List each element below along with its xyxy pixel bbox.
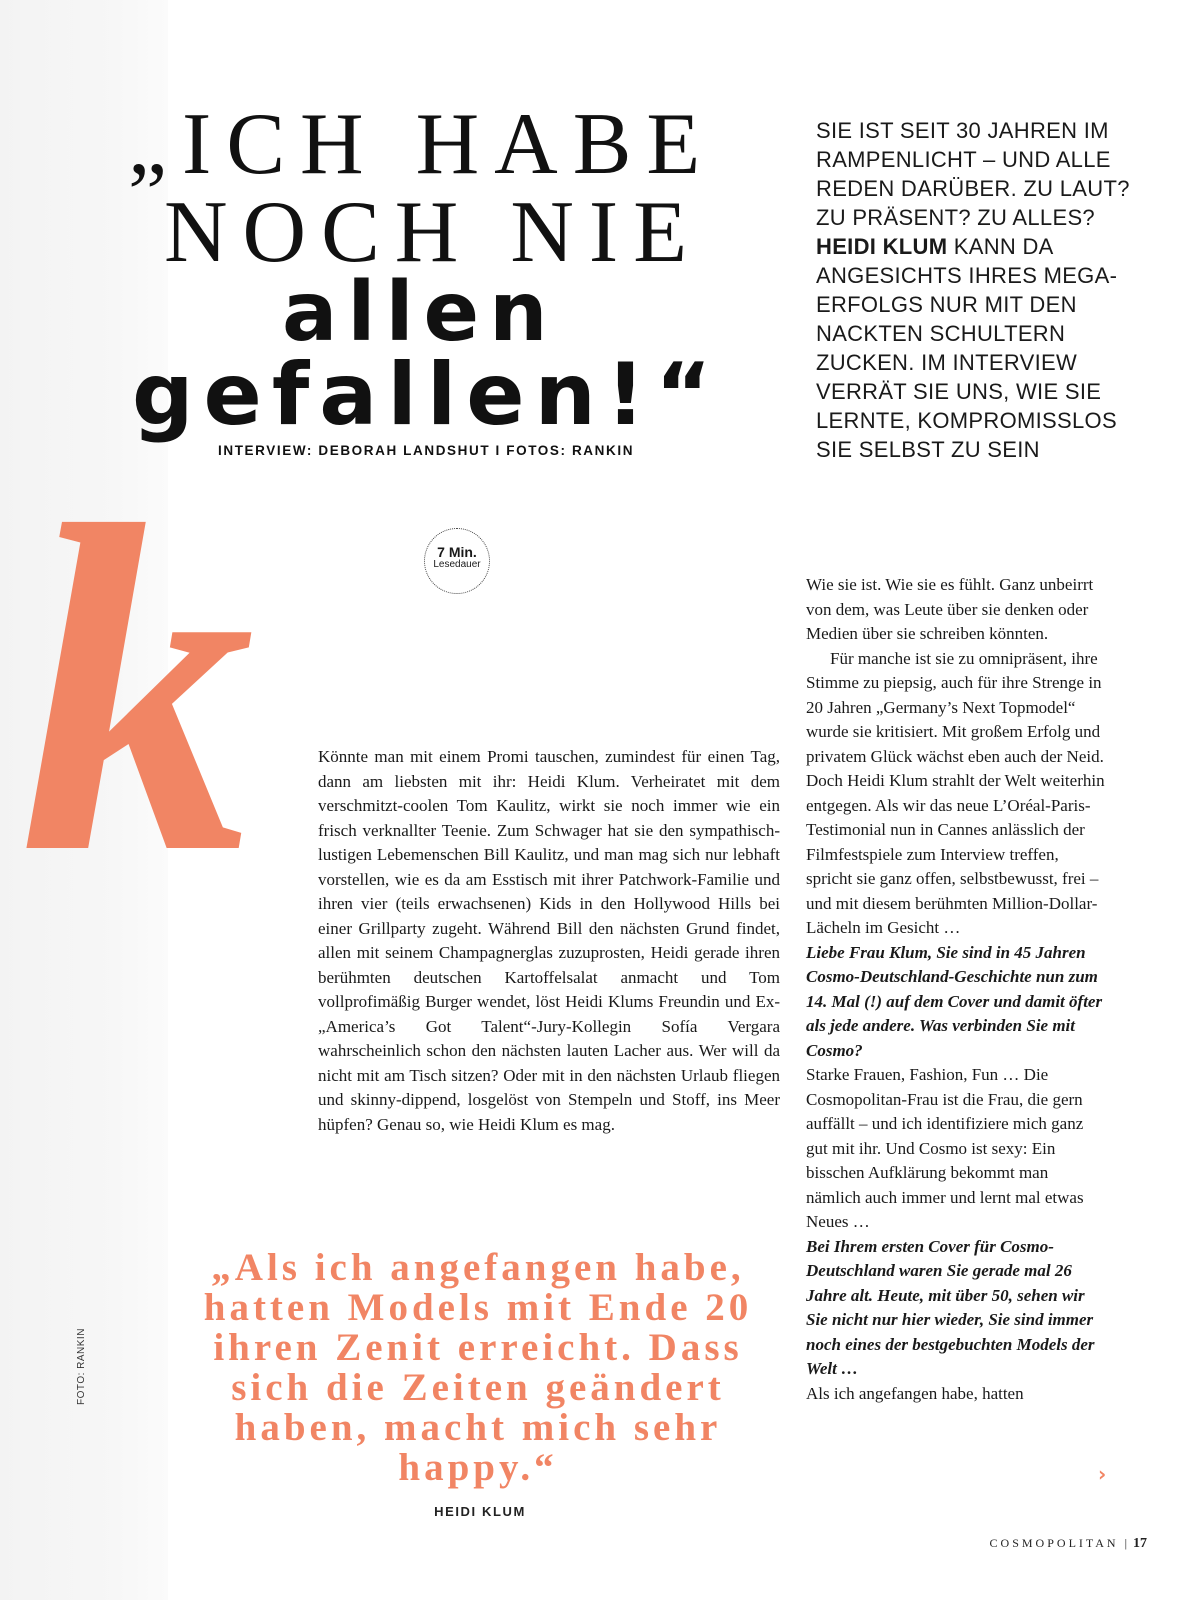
intro-text: [816, 116, 1146, 464]
body-left-paragraph: Könnte man mit einem Promi tauschen, zumindest für einen Tag, dann am liebsten mit ihr: Heidi Klum. Verheiratet mit dem verschmitzt-coolen Tom Kaulitz, wirkt sie noch immer wie ein frisch verknallter Teenie. Zum Schwager hat sie den sympathisch-lustigen Lebemenschen Bill Kaulitz, und man mag sich nur lebhaft vorstellen, wie es da am Esstisch mit ihrer Patchwork-Familie und ihren vier (teils erwachsenen) Kids in den Hollywood Hills bei einer Grillparty zugeht. Während Bill den nächsten Grund findet, allen mit seinem Champagnerglas zuzuprosten, Heidi gerade ihren berühmten deutschen Kartoffelsalat anmacht und Tom vollprofimäßig Burger wendet, löst Heidi Klums Freundin und Ex-„America’s Got Talent“-Jury-Kollegin Sofía Vergara wahrscheinlich schon den nächsten lauten Lacher aus. Wer will da nicht mit am Tisch sitzen? Oder mit in den nächsten Urlaub fliegen und skinny-dippend, losgelöst von Stempeln und Stoff, ins Meer hüpfen? Genau so, wie Heidi Klum es mag.: [318, 747, 780, 1134]
interview-question-1: Liebe Frau Klum, Sie sind in 45 Jahren Cosmo-Deutschland-Geschichte nun zum 14. Mal (!) auf dem Cover und damit öfter als jede andere. Was verbinden Sie mit Cosmo?: [806, 942, 1103, 1060]
photo-credit: FOTO: RANKIN: [76, 1328, 87, 1405]
reading-time-badge: [424, 528, 490, 594]
interview-answer-1: Starke Frauen, Fashion, Fun … Die Cosmopolitan-Frau ist die Frau, die gern auffällt – und ich identifiziere mich ganz gut mit ihr. Und Cosmo ist sexy: Ein bisschen Aufklärung bekommt man nämlich auch immer und lernt mal etwas Neues …: [806, 1065, 1084, 1231]
footer-separator: |: [1124, 1536, 1127, 1550]
body-column-left: [318, 745, 780, 1137]
pull-quote-author: HEIDI KLUM: [434, 1504, 526, 1519]
byline: INTERVIEW: DEBORAH LANDSHUT I FOTOS: RANKIN: [218, 443, 635, 458]
headline-line-3: allen: [282, 265, 558, 360]
body-right-paragraph-2: Für manche ist sie zu omnipräsent, ihre Stimme zu piepsig, auch für ihre Strenge in 20 Jahren „Germany’s Next Topmodel“ wurde sie kritisiert. Mit großem Erfolg und privatem Glück wächst eben auch der Neid. Doch Heidi Klum strahlt der Welt weiterhin entgegen. Als wir das neue L’Oréal-Paris-Testimonial nun in Cannes anlässlich der Filmfestspiele zum Interview treffen, spricht sie ganz offen, selbstbewusst, frei – und mit diesem berühmten Million-Dollar-Lächeln im Gesicht …: [806, 648, 1105, 937]
interview-answer-2: Als ich angefangen habe, hatten: [806, 1383, 1024, 1403]
drop-cap: k: [20, 429, 255, 950]
magazine-name: COSMOPOLITAN: [989, 1536, 1119, 1550]
page-footer: [990, 1536, 1147, 1552]
headline-line-4: gefallen!“: [132, 345, 722, 445]
intro-part-2: KANN DA ANGESICHTS IHRES MEGA-ERFOLGS NUR MIT DEN NACKTEN SCHULTERN ZUCKEN. IM INTERVIEW VERRÄT SIE UNS, WIE SIE LERNTE, KOMPROMISSLOS SIE SELBST ZU SEIN: [816, 234, 1118, 462]
headline-line-2: NOCH NIE: [164, 184, 702, 281]
continue-arrow-icon: ›: [1098, 1462, 1107, 1486]
body-column-right: [806, 573, 1106, 1406]
interview-question-2: Bei Ihrem ersten Cover für Cosmo-Deutschland waren Sie gerade mal 26 Jahre alt. Heute, mit über 50, sehen wir Sie nicht nur hier wieder, Sie sind immer noch eines der bestgebuchten Models der Welt …: [806, 1236, 1095, 1378]
intro-part-1: SIE IST SEIT 30 JAHREN IM RAMPENLICHT – UND ALLE REDEN DARÜBER. ZU LAUT? ZU PRÄSENT? ZU ALLES?: [816, 118, 1130, 230]
reading-time-label: Lesedauer: [433, 559, 481, 570]
page-number: 17: [1133, 1536, 1147, 1551]
pull-quote: „Als ich angefangen habe, hatten Models mit Ende 20 ihren Zenit erreicht. Dass sich die Zeiten geändert haben, macht mich sehr happy.“: [203, 1246, 753, 1489]
reading-time-minutes: 7 Min.: [437, 544, 477, 560]
intro-name: HEIDI KLUM: [816, 234, 948, 259]
body-right-paragraph-1: Wie sie ist. Wie sie es fühlt. Ganz unbeirrt von dem, was Leute über sie denken oder Medien über sie schreiben könnten.: [806, 575, 1094, 643]
headline-line-1: „ICH HABE: [128, 96, 716, 193]
